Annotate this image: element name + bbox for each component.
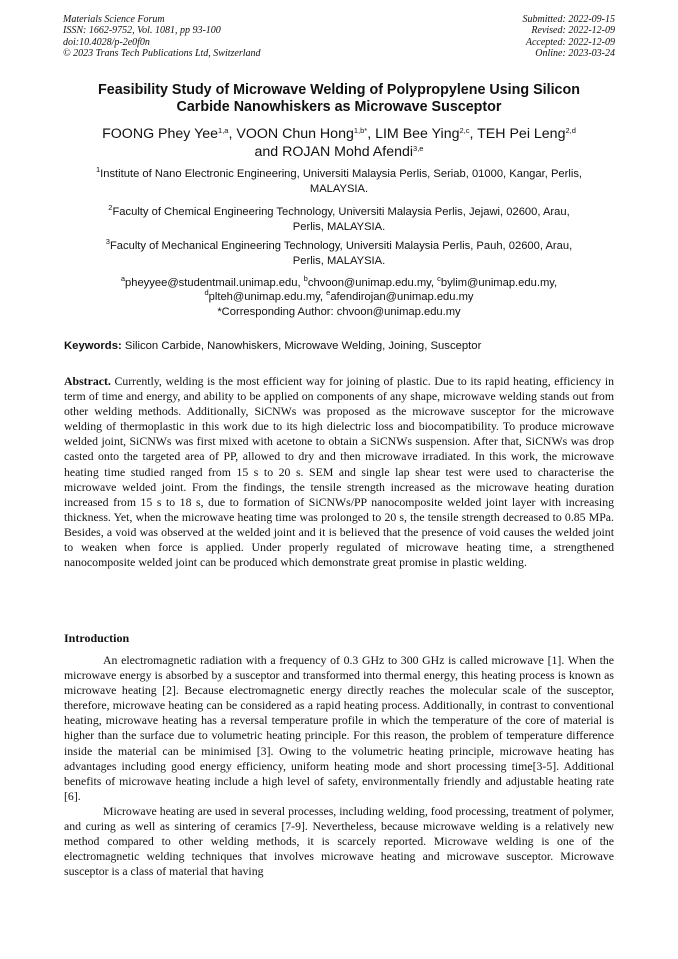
date-submitted: Submitted: 2022-09-15 xyxy=(522,14,615,25)
keywords-label: Keywords: xyxy=(64,340,122,352)
affiliation-mark: 1 xyxy=(95,165,101,174)
email-mark: b xyxy=(303,274,308,283)
author-affiliation-mark: 1,a xyxy=(218,126,229,135)
keywords xyxy=(64,339,624,353)
abstract-text: Currently, welding is the most efficient way for joining of plastic. Due to its rapid heating, efficiency in term of time and energy, and ability to be applied on components of any shape, microwave welding stands out from other welding methods. Additionally, SiCNWs was proposed as the microwave susceptor for the microwave welding of thermoplastic in this work due to its high dielectric loss and biocompatibility. To produce microwave welded joint, SiCNWs was first mixed with acetone to obtain a SiCNWs suspension. After that, SiCNWs was drop casted onto the targeted area of PP, allowed to dry and then microwave irradiated. In this work, the microwave heating time studied ranged from 15 s to 20 s. SEM and single lap shear test were used to characterise the microwave welded joint. From the findings, the tensile strength increased as the microwave heating duration increased from 15 s to 18 s, due to formation of SiCNWs/PP nanocomposite welded joint layer with increasing thickness. Yet, when the microwave heating time was prolonged to 20 s, the tensile strength decreased to 0.85 MPa. Besides, a void was observed at the welded joint and it is believed that the presence of void causes the welded joint to weaken when force is applied. Under properly regulated of microwave heating time, a strengthened nanocomposite welded joint can be produced which demonstrate great promise in plastic welding. xyxy=(64,374,614,570)
journal-copyright: © 2023 Trans Tech Publications Ltd, Switzerland xyxy=(63,48,261,60)
email-link[interactable]: afendirojan@unimap.edu.my xyxy=(330,291,474,304)
author-line-2 xyxy=(40,143,638,161)
affiliation-3 xyxy=(55,239,623,269)
affiliation-text: Faculty of Mechanical Engineering Technology, Universiti Malaysia Perlis, Pauh, 02600, Arau, xyxy=(109,240,573,252)
author-affiliation-mark: 3,e xyxy=(413,144,424,153)
title-line-1: Feasibility Study of Microwave Welding of Polypropylene Using Silicon xyxy=(98,82,580,98)
email-link[interactable]: bylim@unimap.edu.my, xyxy=(440,277,558,289)
email-mark: d xyxy=(204,288,209,298)
email-link[interactable]: chvoon@unimap.edu.my, xyxy=(307,277,438,289)
author-name: , VOON Chun Hong xyxy=(228,126,354,142)
journal-issn: ISSN: 1662-9752, Vol. 1081, pp 93-100 xyxy=(63,25,221,37)
author-affiliation-mark: 2,d xyxy=(565,126,576,135)
section-heading-introduction: Introduction xyxy=(64,631,130,645)
keywords-text: Silicon Carbide, Nanowhiskers, Microwave Welding, Joining, Susceptor xyxy=(121,340,482,352)
author-name: FOONG Phey Yee xyxy=(102,126,219,142)
paper-title xyxy=(40,82,638,116)
author-affiliation-mark: 2,c xyxy=(459,126,470,135)
affiliation-1 xyxy=(55,167,623,197)
affiliation-2 xyxy=(55,205,623,235)
abstract-label: Abstract. xyxy=(64,374,111,388)
publication-dates xyxy=(523,14,616,60)
abstract xyxy=(64,374,614,570)
affiliation-mark: 3 xyxy=(105,237,110,246)
author-affiliation-mark: 1,b* xyxy=(353,126,368,135)
title-line-2: Carbide Nanowhiskers as Microwave Susceptor xyxy=(176,99,502,115)
email-mark: e xyxy=(326,288,331,298)
paragraph: An electromagnetic radiation with a frequency of 0.3 GHz to 300 GHz is called microwave [1]. When the microwave energy is absorbed by a susceptor and transformed into thermal energy, this heating process is known as microwave heating [2]. Because electromagnetic energy directly reaches the molecular scale of the susceptor, therefore, microwave heating can be considered as a rapid heating process. Additionally, in contrast to conventional heating, microwave heating has a reversal temperature profile in which the temperature of the core of material is higher than the surface due to volumetric heating principle. For this reason, the problem of temperature difference inside the material can be minimised [3]. Owing to the volumetric heating principle, microwave heating has advantages including good energy efficiency, uniform heating mode and short processing time[3-5]. Additional benefits of microwave heating include a high level of safety, environmentally friendly and adjustable heating rate [6]. xyxy=(64,653,614,803)
affiliation-mark: 2 xyxy=(108,203,113,212)
journal-name: Materials Science Forum xyxy=(63,14,165,25)
affiliation-text: Perlis, MALAYSIA. xyxy=(292,255,386,267)
corresponding-author: *Corresponding Author: chvoon@unimap.edu.my xyxy=(217,305,461,318)
author-name: and ROJAN Mohd Afendi xyxy=(254,144,414,160)
affiliation-text: Faculty of Chemical Engineering Technology, Universiti Malaysia Perlis, Jejawi, 02600, Arau, xyxy=(112,206,570,218)
introduction-body xyxy=(64,653,614,879)
paragraph: Microwave heating are used in several processes, including welding, food processing, treatment of polymer, and curing as well as sintering of ceramics [7-9]. Nevertheless, because microwave welding is a relatively new method compared to other welding methods, it is scarcely reported. Microwave welding is one of the electromagnetic welding techniques that involves microwave heating and microwave susceptor. Microwave susceptor is a class of material that having xyxy=(64,803,614,879)
author-name: , TEH Pei Leng xyxy=(469,126,566,142)
affiliation-text: Institute of Nano Electronic Engineering, Universiti Malaysia Perlis, Seriab, 01000, Kangar, Perlis, xyxy=(100,168,583,180)
author-list xyxy=(40,125,638,161)
date-revised: Revised: 2022-12-09 xyxy=(531,25,615,37)
author-emails xyxy=(55,276,623,319)
affiliation-text: MALAYSIA. xyxy=(309,183,369,195)
date-online: Online: 2023-03-24 xyxy=(535,48,615,60)
email-link[interactable]: pheyyee@studentmail.unimap.edu, xyxy=(125,277,304,289)
date-accepted: Accepted: 2022-12-09 xyxy=(525,36,615,48)
journal-info xyxy=(63,14,261,60)
author-line-1 xyxy=(40,125,638,143)
affiliation-text: Perlis, MALAYSIA. xyxy=(292,221,386,233)
author-name: , LIM Bee Ying xyxy=(367,126,460,142)
email-link[interactable]: plteh@unimap.edu.my, xyxy=(208,291,327,304)
email-mark: c xyxy=(437,274,441,283)
journal-doi[interactable]: doi:10.4028/p-2e0f0n xyxy=(63,36,150,48)
email-mark: a xyxy=(120,274,126,283)
